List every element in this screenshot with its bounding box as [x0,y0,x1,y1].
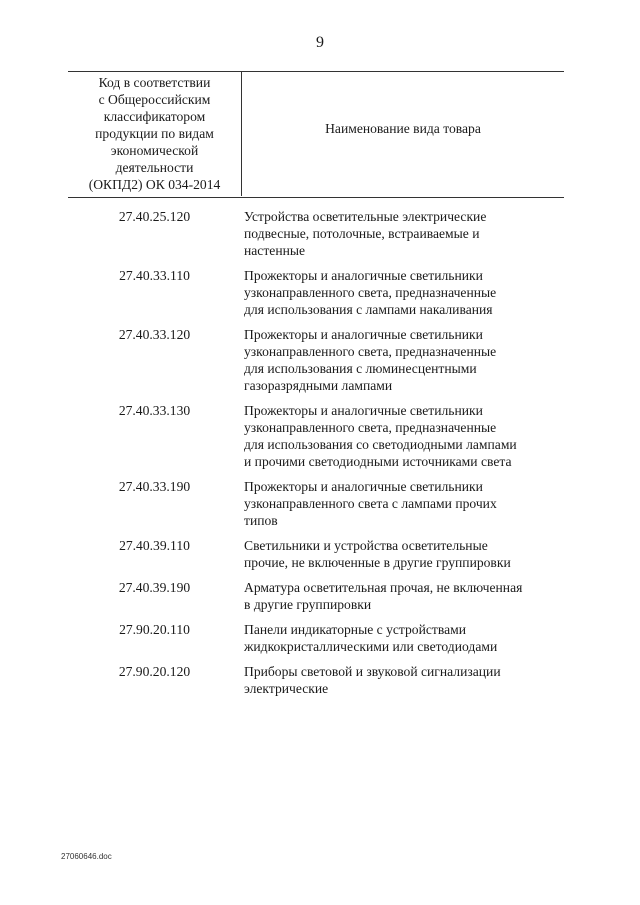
row-code: 27.90.20.120 [118,664,191,679]
row-code: 27.40.33.110 [119,268,190,283]
table-body [68,208,568,697]
row-name: Панели индикаторные с устройствами жидкокристаллическими или светодиодами [244,622,498,654]
page-number: 9 [316,34,324,51]
row-code: 27.40.33.190 [118,479,191,494]
row-name: Прожекторы и аналогичные светильники узконаправленного света с лампами прочих типов [244,479,497,528]
row-code: 27.40.33.130 [118,403,191,418]
table-row [68,208,568,259]
row-name: Приборы световой и звуковой сигнализации электрические [244,664,501,696]
row-name: Арматура осветительная прочая, не включенная в другие группировки [244,580,523,612]
table-row [68,326,568,394]
row-code: 27.90.20.110 [119,622,190,637]
header-code-column: Код в соответствии с Общероссийским классификатором продукции по видам экономической деятельности (ОКПД2) ОК 034-2014 [88,75,221,192]
row-name: Прожекторы и аналогичные светильники узконаправленного света, предназначенные для использования с лампами накаливания [244,268,497,317]
row-code: 27.40.33.120 [118,327,191,342]
row-code: 27.40.25.120 [118,209,191,224]
row-name: Светильники и устройства осветительные прочие, не включенные в другие группировки [244,538,511,570]
row-code: 27.40.39.190 [118,580,191,595]
header-name-column: Наименование вида товара [325,121,481,136]
table-row [68,663,568,697]
table-row [68,402,568,470]
row-code: 27.40.39.110 [119,538,190,553]
table-row [68,478,568,529]
row-name: Устройства осветительные электрические подвесные, потолочные, встраиваемые и настенные [244,209,487,258]
footer-filename: 27060646.doc [61,852,112,861]
row-name: Прожекторы и аналогичные светильники узконаправленного света, предназначенные для использования с люминесцентными газоразрядными лампами [244,327,497,393]
table-row [68,621,568,655]
table-row [68,537,568,571]
table-row [68,267,568,318]
row-name: Прожекторы и аналогичные светильники узконаправленного света, предназначенные для использования со светодиодными лампами и прочими светодиодными источниками света [244,403,517,469]
table-row [68,579,568,613]
